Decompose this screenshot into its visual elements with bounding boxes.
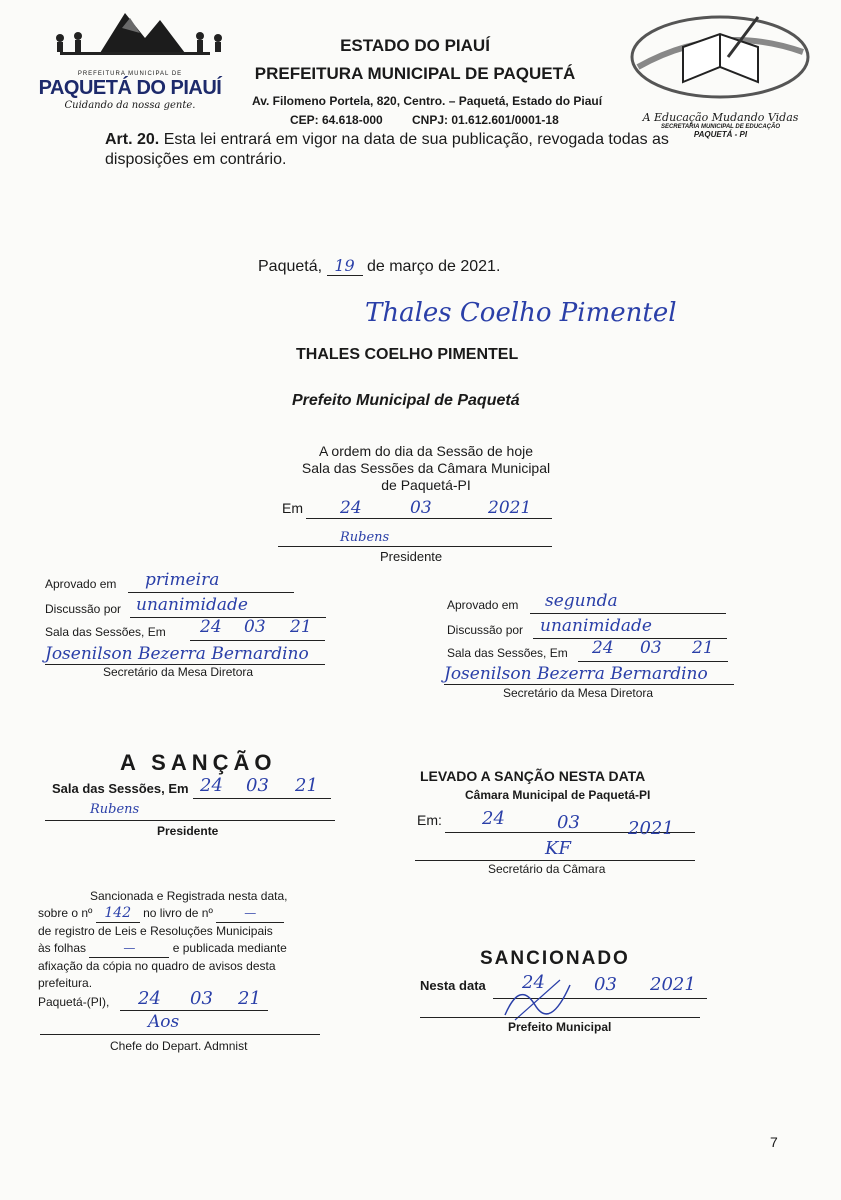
- levado-title: LEVADO A SANÇÃO NESTA DATA: [420, 768, 646, 784]
- ordem-signature: Rubens: [340, 530, 390, 545]
- registro-month: 03: [190, 988, 213, 1009]
- levado-month: 03: [557, 812, 580, 833]
- article-text-2: disposições em contrário.: [105, 151, 287, 168]
- book-pen-emblem-icon: [628, 12, 813, 102]
- address-line: Av. Filomeno Portela, 820, Centro. – Paquetá, Estado do Piauí: [252, 94, 603, 108]
- sancao-role: Presidente: [157, 824, 219, 838]
- cnpj-text: CNPJ: 01.612.601/0001-18: [412, 113, 559, 127]
- sancionado-month: 03: [594, 974, 617, 995]
- vote1-role: Secretário da Mesa Diretora: [103, 665, 254, 679]
- registro-line3: de registro de Leis e Resoluções Municipais: [38, 924, 273, 938]
- registro-numero-label: sobre o nº: [38, 906, 93, 920]
- sancao-day: 24: [200, 775, 223, 796]
- ordem-stamp-text: [276, 443, 576, 494]
- vote1-discussao-value: unanimidade: [136, 595, 248, 615]
- sancionado-day: 24: [522, 972, 545, 993]
- vote2-year: 21: [692, 638, 714, 658]
- place-text: PAQUETÁ - PI: [693, 130, 748, 139]
- registro-livro: —: [216, 905, 284, 923]
- mayor-title: Prefeito Municipal de Paquetá: [292, 392, 520, 409]
- page-number: 7: [770, 1134, 778, 1150]
- ordem-line3: de Paquetá-PI: [381, 477, 471, 493]
- registro-line4: [38, 940, 338, 958]
- vote2-discussao-value: unanimidade: [540, 616, 652, 636]
- motto: A Educação Mudando Vidas: [642, 111, 799, 124]
- ordem-role: Presidente: [380, 549, 443, 564]
- vote1-sala-label: Sala das Sessões, Em: [45, 625, 166, 639]
- levado-signature: KF: [545, 838, 571, 859]
- date-line: [258, 256, 500, 276]
- registro-livro-label: no livro de nº: [143, 906, 213, 920]
- registro-city: Paquetá-(PI),: [38, 995, 110, 1009]
- registro-line6: prefeitura.: [38, 976, 93, 990]
- logo-left: [30, 8, 230, 113]
- registro-block: [38, 888, 338, 992]
- levado-em: Em:: [417, 812, 442, 828]
- prefeitura-heading: PREFEITURA MUNICIPAL DE PAQUETÁ: [254, 64, 576, 83]
- sancionado-title: SANCIONADO: [480, 948, 630, 969]
- logo-top-text: PREFEITURA MUNICIPAL DE: [77, 71, 183, 77]
- mayor-name: THALES COELHO PIMENTEL: [296, 346, 519, 363]
- registro-line5: afixação da cópia no quadro de avisos desta: [38, 959, 276, 973]
- vote1-discussao-label: Discussão por: [45, 602, 122, 616]
- date-rest: de março de 2021.: [366, 258, 501, 275]
- logo-name: PAQUETÁ DO PIAUÍ: [38, 77, 222, 99]
- logo-right: [628, 12, 813, 142]
- vote2-signature: Josenilson Bezerra Bernardino: [444, 664, 708, 684]
- article-text: Esta lei entrará em vigor na data de sua publicação, revogada todas as: [163, 131, 669, 148]
- ordem-month: 03: [410, 498, 432, 518]
- registro-folhas-label: às folhas: [38, 941, 87, 955]
- article-paragraph: [105, 130, 745, 170]
- sancao-title: A SANÇÃO: [120, 750, 277, 775]
- ordem-line1: A ordem do dia da Sessão de hoje: [318, 443, 534, 459]
- cep-text: CEP: 64.618-000: [290, 113, 383, 127]
- registro-line2: [38, 905, 338, 923]
- registro-day: 24: [138, 988, 161, 1009]
- sancionado-year: 2021: [650, 974, 696, 995]
- dept-text: SECRETARIA MUNICIPAL DE EDUCAÇÃO: [660, 124, 781, 130]
- vote1-year: 21: [290, 617, 312, 637]
- ordem-line2: Sala das Sessões da Câmara Municipal: [301, 460, 551, 476]
- ordem-em: Em: [282, 500, 303, 516]
- registro-line1: Sancionada e Registrada nesta data,: [90, 889, 288, 903]
- sancao-month: 03: [246, 775, 269, 796]
- vote2-discussao-label: Discussão por: [447, 623, 524, 637]
- levado-sub: Câmara Municipal de Paquetá-PI: [465, 788, 651, 802]
- mayor-signature: Thales Coelho Pimentel: [365, 298, 677, 328]
- ordem-day: 24: [340, 498, 362, 518]
- date-day: 19: [327, 256, 363, 276]
- vote2-aprovado-value: segunda: [545, 591, 618, 611]
- vote2-aprovado-label: Aprovado em: [447, 598, 519, 612]
- vote1-month: 03: [244, 617, 266, 637]
- registro-line4b: e publicada mediante: [172, 941, 287, 955]
- vote1-aprovado-label: Aprovado em: [45, 577, 117, 591]
- vote2-sala-label: Sala das Sessões, Em: [447, 646, 568, 660]
- vote2-role: Secretário da Mesa Diretora: [503, 686, 654, 700]
- sancao-signature: Rubens: [90, 802, 140, 817]
- ordem-year: 2021: [488, 498, 532, 518]
- vote1-aprovado-value: primeira: [145, 570, 220, 590]
- sancao-sala-label: Sala das Sessões, Em: [52, 781, 189, 796]
- vote2-month: 03: [640, 638, 662, 658]
- sancionado-role: Prefeito Municipal: [508, 1020, 612, 1034]
- article-label: Art. 20.: [105, 131, 160, 148]
- vote2-day: 24: [592, 638, 614, 658]
- city-skyline-people-icon: [30, 8, 230, 68]
- sancao-year: 21: [295, 775, 318, 796]
- levado-year: 2021: [628, 818, 674, 839]
- vote1-day: 24: [200, 617, 222, 637]
- sancionado-label: Nesta data: [420, 978, 486, 993]
- registro-folhas: —: [89, 940, 169, 958]
- registro-role: Chefe do Depart. Admnist: [110, 1039, 248, 1053]
- registro-signature: Aos: [148, 1012, 180, 1032]
- levado-day: 24: [482, 808, 505, 829]
- date-city: Paquetá,: [258, 258, 323, 275]
- levado-role: Secretário da Câmara: [488, 862, 606, 876]
- registro-numero: 142: [96, 905, 140, 923]
- state-heading: ESTADO DO PIAUÍ: [340, 36, 490, 55]
- registro-year: 21: [238, 988, 261, 1009]
- logo-tagline: Cuidando da nossa gente.: [64, 100, 196, 111]
- vote1-signature: Josenilson Bezerra Bernardino: [45, 644, 309, 664]
